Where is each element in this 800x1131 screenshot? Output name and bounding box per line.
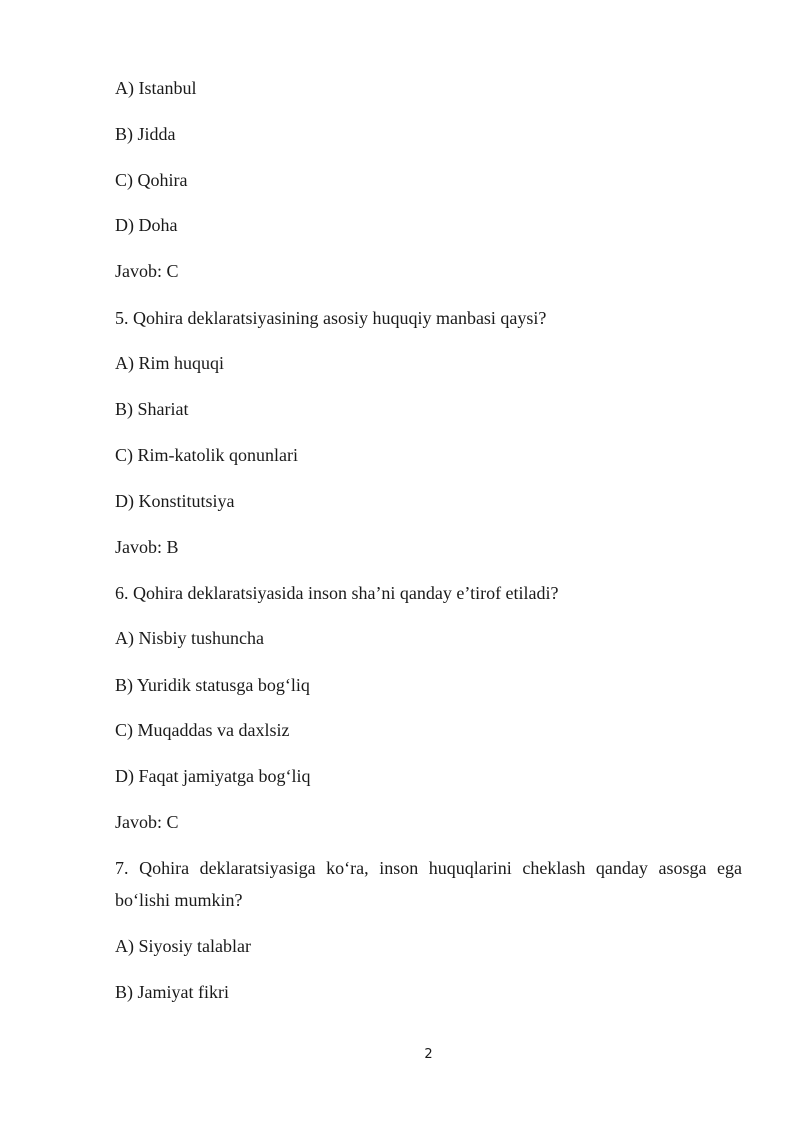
question-5: 5. Qohira deklaratsiyasining asosiy huquqiy manbasi qaysi?	[115, 308, 547, 328]
option-b-q7: B) Jamiyat fikri	[115, 982, 229, 1002]
option-b-q6: B) Yuridik statusga bog‘liq	[115, 675, 310, 695]
question-7-line-1: 7. Qohira deklaratsiyasiga ko‘ra, inson huquqlarini cheklash qanday asosga ega	[115, 858, 742, 878]
option-d-q6: D) Faqat jamiyatga bog‘liq	[115, 766, 311, 786]
option-c-q4: C) Qohira	[115, 170, 188, 190]
option-b-q4: B) Jidda	[115, 124, 176, 144]
option-a-q5: A) Rim huquqi	[115, 353, 225, 373]
option-d-q5: D) Konstitutsiya	[115, 491, 235, 511]
option-a-q6: A) Nisbiy tushuncha	[115, 628, 264, 648]
option-c-q6: C) Muqaddas va daxlsiz	[115, 720, 290, 740]
option-b-q5: B) Shariat	[115, 399, 189, 419]
answer-q4: Javob: C	[115, 261, 179, 281]
answer-q5: Javob: B	[115, 537, 179, 557]
option-a-q4: A) Istanbul	[115, 78, 197, 98]
question-6: 6. Qohira deklaratsiyasida inson sha’ni qanday e’tirof etiladi?	[115, 583, 559, 603]
question-7-line-2: bo‘lishi mumkin?	[115, 890, 243, 910]
option-c-q5: C) Rim-katolik qonunlari	[115, 445, 298, 465]
page-number: 2	[424, 1047, 433, 1062]
answer-q6: Javob: C	[115, 812, 179, 832]
option-d-q4: D) Doha	[115, 215, 178, 235]
option-a-q7: A) Siyosiy talablar	[115, 936, 251, 956]
